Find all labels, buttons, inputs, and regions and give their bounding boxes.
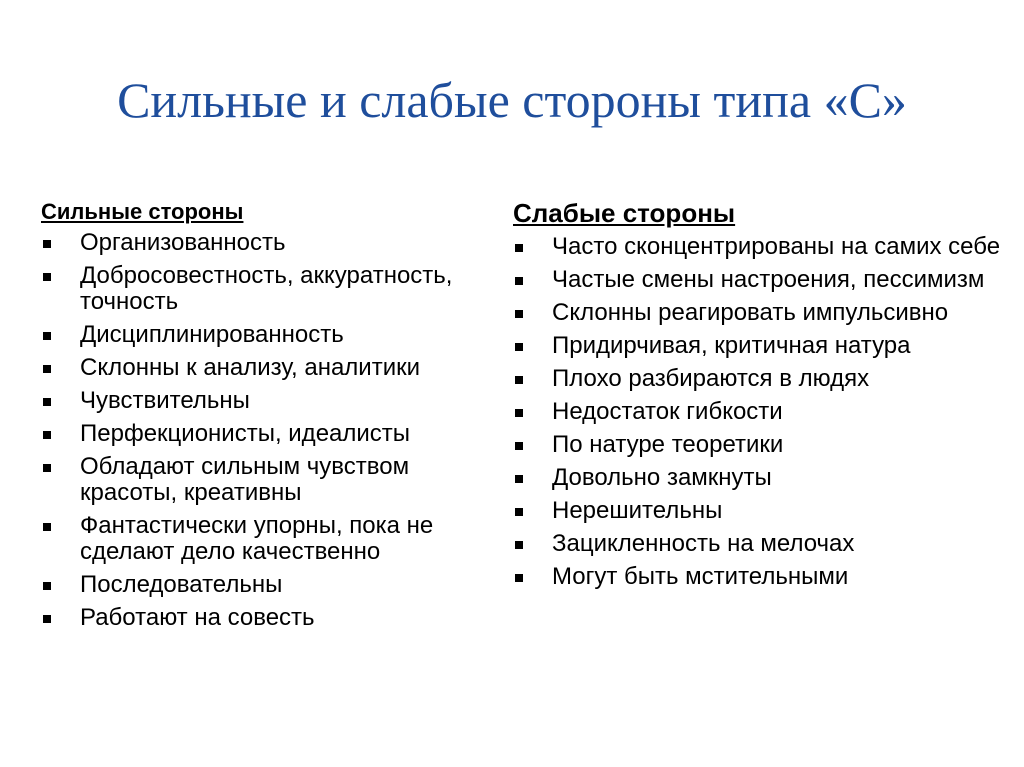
strength-item-text: Склонны к анализу, аналитики [80, 354, 421, 381]
weakness-item [513, 234, 1018, 260]
weakness-item-text: Нерешительны [552, 497, 723, 524]
strength-item [41, 322, 491, 348]
strength-item [41, 355, 491, 381]
square-bullet-icon [515, 277, 523, 285]
strength-item-text: Работают на совесть [80, 604, 315, 631]
square-bullet-icon [43, 582, 51, 590]
strength-item [41, 421, 491, 447]
weakness-item-text: Склонны реагировать импульсивно [552, 299, 949, 326]
square-bullet-icon [43, 273, 51, 281]
weakness-item-text: Зацикленность на мелочах [552, 530, 855, 557]
square-bullet-icon [43, 615, 51, 623]
strength-item [41, 263, 491, 315]
square-bullet-icon [515, 244, 523, 252]
slide-title: Сильные и слабые стороны типа «С» [117, 72, 907, 128]
square-bullet-icon [515, 376, 523, 384]
weakness-item [513, 399, 1018, 425]
strengths-heading: Сильные стороны [41, 199, 244, 224]
strength-item-text: Добросовестность, аккуратность, точность [80, 262, 453, 315]
strengths-list [41, 230, 491, 631]
weakness-item-text: Плохо разбираются в людях [552, 365, 870, 392]
weakness-item [513, 333, 1018, 359]
weakness-item-text: Частые смены настроения, пессимизм [552, 266, 985, 293]
weaknesses-heading: Слабые стороны [513, 198, 736, 228]
strengths-column [41, 198, 491, 638]
strength-item [41, 388, 491, 414]
weakness-item-text: Часто сконцентрированы на самих себе [552, 233, 1001, 260]
square-bullet-icon [515, 442, 523, 450]
square-bullet-icon [515, 310, 523, 318]
weakness-item [513, 432, 1018, 458]
square-bullet-icon [43, 240, 51, 248]
weakness-item-text: Могут быть мстительными [552, 563, 849, 590]
weakness-item-text: Придирчивая, критичная натура [552, 332, 911, 359]
weakness-item [513, 564, 1018, 590]
strength-item [41, 513, 491, 565]
square-bullet-icon [515, 574, 523, 582]
weaknesses-column [513, 198, 1018, 597]
strength-item-text: Чувствительны [80, 387, 250, 414]
square-bullet-icon [515, 508, 523, 516]
square-bullet-icon [43, 523, 51, 531]
weakness-item [513, 465, 1018, 491]
square-bullet-icon [515, 409, 523, 417]
weakness-item [513, 366, 1018, 392]
weaknesses-list [513, 234, 1018, 590]
square-bullet-icon [515, 475, 523, 483]
square-bullet-icon [43, 398, 51, 406]
weakness-item [513, 498, 1018, 524]
square-bullet-icon [43, 332, 51, 340]
weakness-item-text: Довольно замкнуты [552, 464, 772, 491]
weakness-item [513, 300, 1018, 326]
weakness-item [513, 267, 1018, 293]
strength-item-text: Перфекционисты, идеалисты [80, 420, 411, 447]
square-bullet-icon [43, 464, 51, 472]
square-bullet-icon [515, 343, 523, 351]
square-bullet-icon [43, 365, 51, 373]
strength-item [41, 230, 491, 256]
strength-item-text: Организованность [80, 229, 286, 256]
square-bullet-icon [515, 541, 523, 549]
strength-item [41, 572, 491, 598]
strength-item-text: Дисциплинированность [80, 321, 344, 348]
weakness-item [513, 531, 1018, 557]
square-bullet-icon [43, 431, 51, 439]
strength-item-text: Последовательны [80, 571, 283, 598]
strength-item-text: Обладают сильным чувством красоты, креативны [80, 453, 410, 506]
strength-item [41, 454, 491, 506]
strength-item [41, 605, 491, 631]
weakness-item-text: Недостаток гибкости [552, 398, 783, 425]
weakness-item-text: По натуре теоретики [552, 431, 784, 458]
strength-item-text: Фантастически упорны, пока не сделают дело качественно [80, 512, 434, 565]
